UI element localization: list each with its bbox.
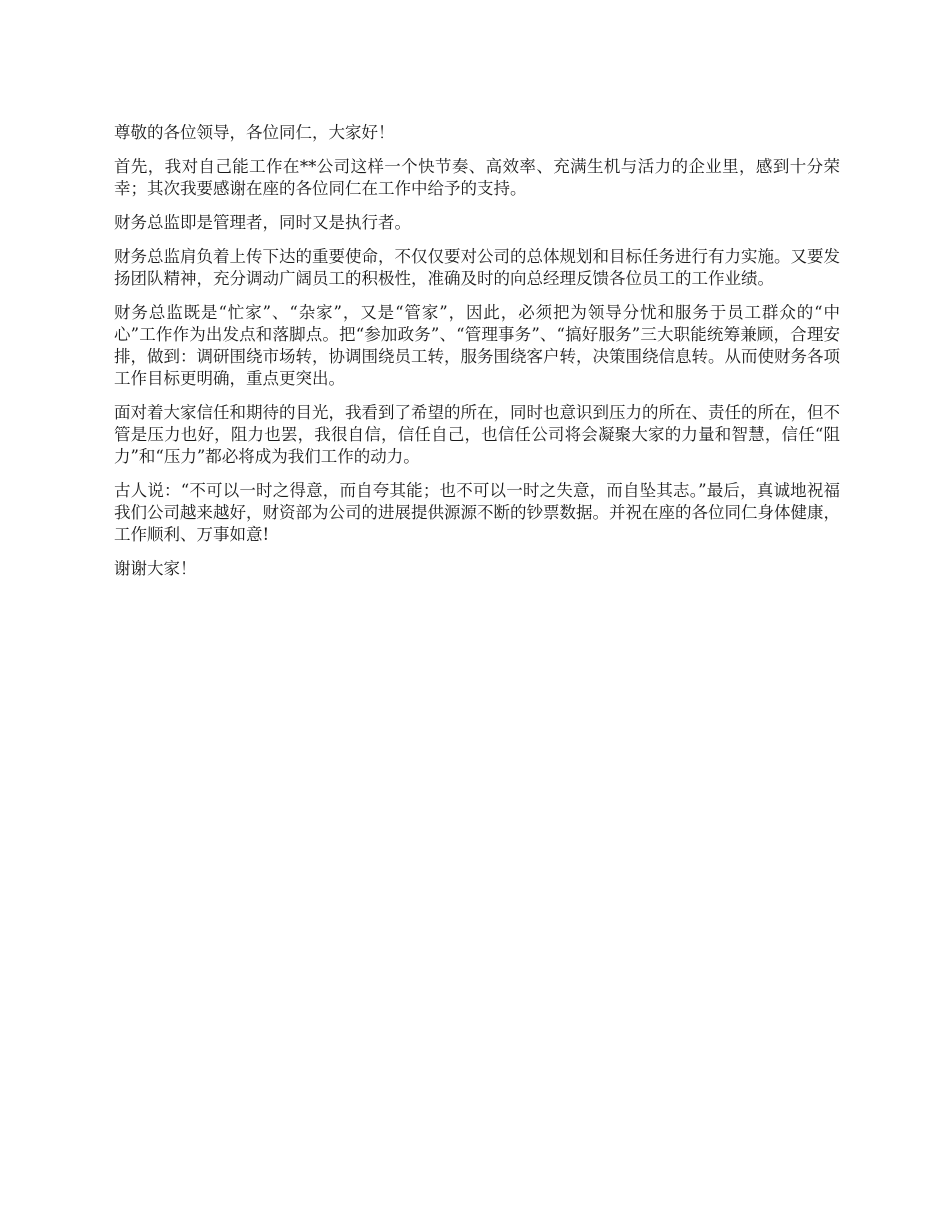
paragraph: 财务总监既是“忙家”、“杂家”，又是“管家”，因此，必须把为领导分忧和服务于员工群众的“中心”工作作为出发点和落脚点。把“参加政务”、“管理事务”、“搞好服务”三大职能统筹兼顾，合理安排，做到：调研围绕市场转，协调围绕员工转，服务围绕客户转，决策围绕信息转。从而使财务各项工作目标更明确，重点更突出。 (114, 303, 840, 388)
paragraph: 面对着大家信任和期待的目光，我看到了希望的所在，同时也意识到压力的所在、责任的所在，但不管是压力也好，阻力也罢，我很自信，信任自己，也信任公司将会凝聚大家的力量和智慧，信任“阻力”和“压力”都必将成为我们工作的动力。 (114, 403, 840, 466)
paragraph: 古人说：“不可以一时之得意，而自夸其能；也不可以一时之失意，而自坠其志。”最后，真诚地祝福我们公司越来越好，财资部为公司的进展提供源源不断的钞票数据。并祝在座的各位同仁身体健康，工作顺利、万事如意! (114, 481, 840, 544)
greeting-paragraph: 尊敬的各位领导，各位同仁，大家好！ (114, 123, 395, 142)
paragraph: 首先，我对自己能工作在**公司这样一个快节奏、高效率、充满生机与活力的企业里，感到十分荣幸；其次我要感谢在座的各位同仁在工作中给予的支持。 (114, 157, 840, 198)
paragraph: 财务总监肩负着上传下达的重要使命，不仅仅要对公司的总体规划和目标任务进行有力实施。又要发扬团队精神，充分调动广阔员工的积极性，准确及时的向总经理反馈各位员工的工作业绩。 (114, 247, 840, 288)
closing-paragraph: 谢谢大家！ (114, 559, 197, 578)
document-body (114, 122, 840, 592)
paragraph: 财务总监即是管理者，同时又是执行者。 (114, 213, 411, 232)
